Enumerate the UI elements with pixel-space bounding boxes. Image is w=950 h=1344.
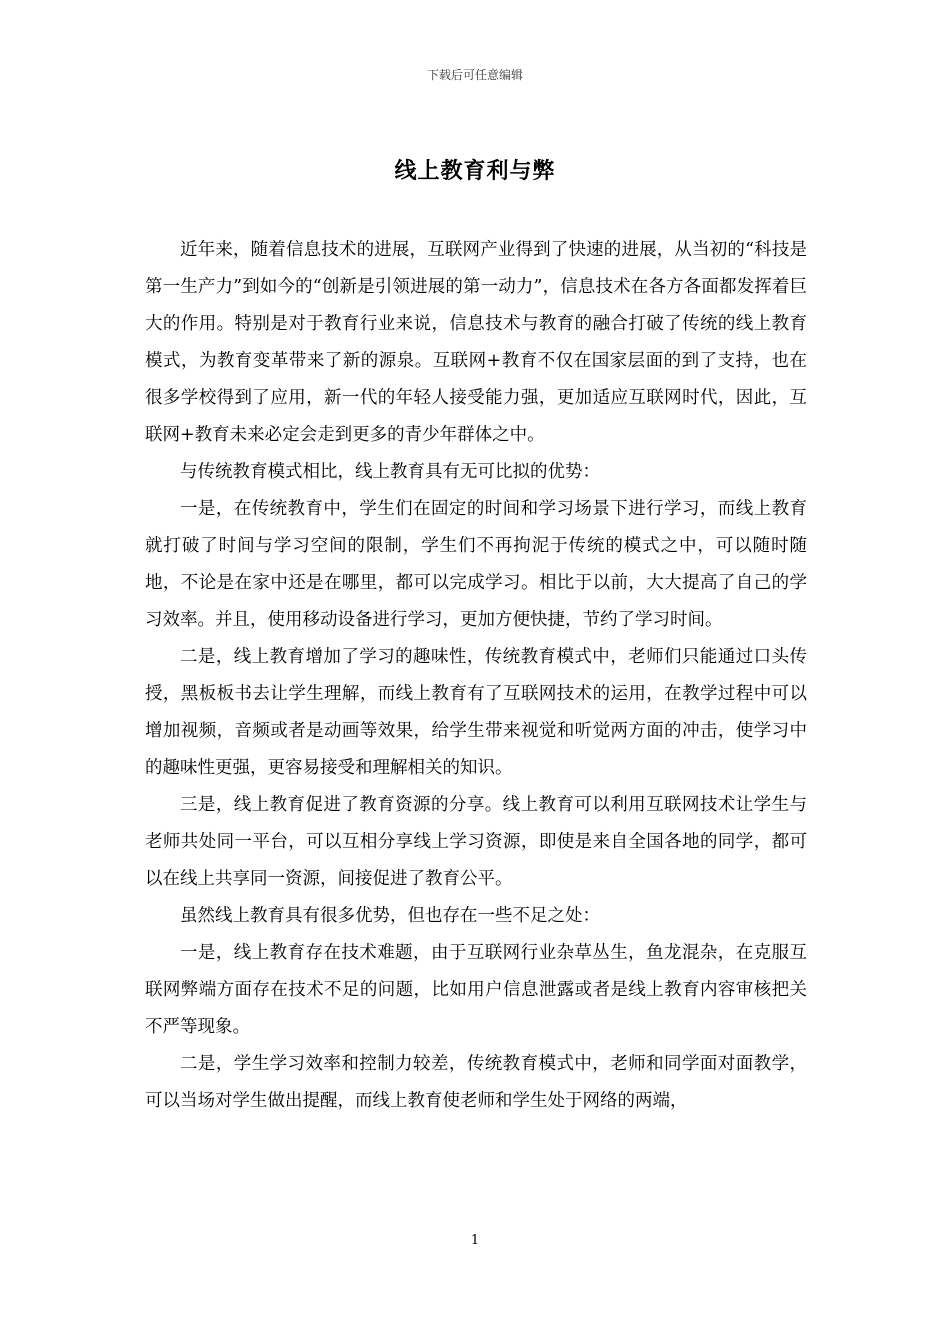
- paragraph-disadvantage-1: 一是，线上教育存在技术难题，由于互联网行业杂草丛生，鱼龙混杂，在克服互联网弊端方面存在技术不足的问题，比如用户信息泄露或者是线上教育内容审核把关不严等现象。: [145, 943, 807, 1037]
- paragraph-advantages-lead: 与传统教育模式相比，线上教育具有无可比拟的优势：: [180, 462, 600, 482]
- paragraph-intro: 近年来，随着信息技术的进展，互联网产业得到了快速的进展，从当初的“科技是第一生产力”到如今的“创新是引领进展的第一动力”，信息技术在各方各面都发挥着巨大的作用。特别是对于教育行业来说，信息技术与教育的融合打破了传统的线上教育模式，为教育变革带来了新的源泉。互联网+教育不仅在国家层面的到了支持，也在很多学校得到了应用，新一代的年轻人接受能力强，更加适应互联网时代，因此，互联网+教育未来必定会走到更多的青少年群体之中。: [145, 240, 807, 445]
- page-header: 下载后可任意编辑: [426, 68, 523, 82]
- paragraph-advantage-2: 二是，线上教育增加了学习的趣味性，传统教育模式中，老师们只能通过口头传授，黑板板书去让学生理解，而线上教育有了互联网技术的运用，在教学过程中可以增加视频，音频或者是动画等效果，给学生带来视觉和听觉两方面的冲击，使学习中的趣味性更强，更容易接受和理解相关的知识。: [145, 647, 807, 778]
- paragraph-advantage-1: 一是，在传统教育中，学生们在固定的时间和学习场景下进行学习，而线上教育就打破了时间与学习空间的限制，学生们不再拘泥于传统的模式之中，可以随时随地，不论是在家中还是在哪里，都可以完成学习。相比于以前，大大提高了自己的学习效率。并且，使用移动设备进行学习，更加方便快捷，节约了学习时间。: [145, 499, 807, 630]
- document-body: [145, 232, 807, 1120]
- paragraph-disadvantage-2: 二是，学生学习效率和控制力较差，传统教育模式中，老师和同学面对面教学，可以当场对学生做出提醒，而线上教育使老师和学生处于网络的两端，: [145, 1054, 807, 1111]
- page-number: 1: [470, 1233, 480, 1248]
- paragraph-disadvantages-lead: 虽然线上教育具有很多优势，但也存在一些不足之处：: [180, 906, 600, 926]
- paragraph-advantage-3: 三是，线上教育促进了教育资源的分享。线上教育可以利用互联网技术让学生与老师共处同一平台，可以互相分享线上学习资源，即使是来自全国各地的同学，都可以在线上共享同一资源，间接促进了教育公平。: [145, 795, 807, 889]
- document-title: 线上教育利与弊: [394, 158, 556, 184]
